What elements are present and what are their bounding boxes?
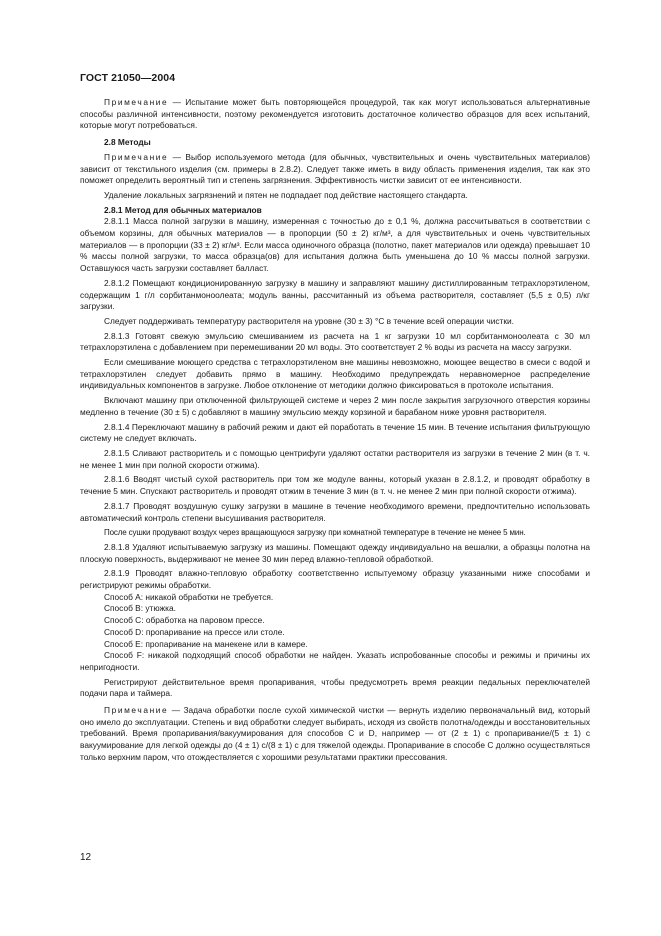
method-item: Способ B: утюжка.	[104, 603, 176, 614]
paragraph: Удаление локальных загрязнений и пятен не подпадает под действие настоящего стандарта.	[104, 189, 468, 200]
note-text: — Испытание может быть повторяющейся процедурой, так как могут использоваться альтернативные способы различной интенсивности, поэтому рекомендуется изготовить достаточное количество образцов для всех испытаний, которые могут потребоваться.	[80, 97, 590, 131]
page-body	[80, 97, 590, 764]
page-number: 12	[80, 852, 92, 863]
note-label: Примечание	[104, 97, 169, 107]
note-paragraph	[80, 97, 590, 132]
paragraph: Регистрируют действительное время пропаривания, чтобы предусмотреть время реакции педальных переключателей подачи пара и таймера.	[80, 676, 590, 699]
paragraph: 2.8.1.1 Масса полной загрузки в машину, измеренная с точностью до ± 0,1 %, должна рассчитываться в соответствии с объемом корзины, для обычных материалов — в пропорции (50 ± 2) кг/м³, а для чувствительных и очень чувствительных материалов — в пропорции (33 ± 2) кг/м³. Если масса одиночного образца (полотно, пакет материалов или одежда) превышает 10 % массы полной загрузки, то масса образца(ов) для испытания должна быть уменьшена до 10 % массы полной загрузки. Оставшуюся часть загрузки составляет балласт.	[80, 216, 590, 274]
paragraph: 2.8.1.3 Готовят свежую эмульсию смешиванием из расчета на 1 кг загрузки 10 мл сорбитанмоноолеата с 30 мл тетрахлорэтилена с добавлением при перемешивании 20 мл воды. Это соответствует 2 % воды из расчета на массу загрузки.	[80, 330, 590, 353]
note-paragraph	[80, 152, 590, 187]
document-header: ГОСТ 21050—2004	[80, 72, 176, 84]
note-paragraph	[80, 705, 590, 764]
note-text: — Выбор используемого метода (для обычных, чувствительных и очень чувствительных материалов) зависит от текстильного изделия (см. примеры в 2.8.2). Следует также иметь в виду область применения изделия, так как это поможет определить вероятный тип и степень загрязнения. Эффективность чистки зависит от ее интенсивности.	[80, 151, 590, 186]
method-item: Способ F: никакой подходящий способ обработки не найден. Указать испробованные способы и режимы и причины их непригодности.	[80, 650, 590, 672]
paragraph: Включают машину при отключенной фильтрующей системе и через 2 мин после закрытия загрузочного отверстия корзины медленно в течение (30 ± 5) с добавляют в машину эмульсию между корзиной и барабаном ниже уровня растворителя.	[80, 395, 590, 417]
paragraph: 2.8.1.9 Проводят влажно-тепловую обработку соответственно испытуемому образцу указанными ниже способами и регистрируют режимы обработки.	[80, 568, 590, 591]
paragraph: После сушки продувают воздух через вращающуюся загрузку при комнатной температуре в течение не менее 5 мин.	[104, 528, 526, 538]
paragraph: 2.8.1.6 Вводят чистый сухой растворитель при том же модуле ванны, который указан в 2.8.1.2, и проводят обработку в течение 5 мин. Спускают растворитель и проводят отжим в течение 3 мин (в т. ч. не менее 2 мин при полной скорости отжима).	[80, 474, 590, 497]
paragraph: 2.8.1.2 Помещают кондиционированную загрузку в машину и заправляют машину дистиллированным тетрахлорэтиленом, содержащим 1 г/л сорбитанмоноолеата; модуль ванны, рассчитанный из объема растворителя, составляет (5,5 ± 0,5) л/кг загрузки.	[80, 277, 590, 312]
paragraph: Если смешивание моющего средства с тетрахлорэтиленом вне машины невозможно, моющее вещество в смеси с водой и тетрахлорэтилен следует добавить прямо в машину. Необходимо предупреждать неравномерное распределение индивидуальных компонентов в загрузке. Любое отклонение от методики должно фиксироваться в протоколе испытания.	[80, 357, 590, 391]
paragraph: 2.8.1.5 Сливают растворитель и с помощью центрифуги удаляют остатки растворителя из загрузки в течение 2 мин (в т. ч. не менее 1 мин при полной скорости отжима).	[80, 447, 590, 470]
method-item: Способ E: пропаривание на манекене или в камере.	[104, 638, 308, 649]
section-heading: 2.8 Методы	[104, 137, 151, 148]
method-item: Способ C: обработка на паровом прессе.	[104, 615, 265, 626]
method-item: Способ D: пропаривание на прессе или столе.	[104, 626, 285, 637]
paragraph: 2.8.1.7 Проводят воздушную сушку загрузки в машине в течение необходимого времени, предпочтительно использовать автоматический контроль степени высушивания растворителя.	[80, 500, 590, 523]
paragraph: 2.8.1.4 Переключают машину в рабочий режим и дают ей поработать в течение 15 мин. В течение испытания фильтрующую систему не следует включать.	[80, 421, 590, 444]
method-item: Способ A: никакой обработки не требуется.	[104, 591, 274, 602]
note-text: — Задача обработки после сухой химической чистки — вернуть изделию первоначальный вид, который оно имело до эксплуатации. Степень и вид обработки следует выбирать, исходя из свойств полотна/одежды и восстановительных требований. Время пропаривания/вакуумирования для способов C и D, например — от (2 ± 1) с пропаривание/(5 ± 1) с вакуумирование для легкой одежды до (4 ± 1) с/(8 ± 1) с для тяжелой одежды. Пропаривание в способе С должно осуществляться только верхним паром, что отождествляется с хорошими результатами практики прессования.	[80, 705, 590, 762]
paragraph: 2.8.1.8 Удаляют испытываемую загрузку из машины. Помещают одежду индивидуально на вешалки, а образцы полотна на плоскую поверхность, выдерживают не менее 30 мин перед влажно-тепловой обработкой.	[80, 541, 590, 564]
note-label: Примечание	[104, 705, 169, 716]
note-label: Примечание	[104, 151, 169, 162]
paragraph: Следует поддерживать температуру растворителя на уровне (30 ± 3) °С в течение всей операции чистки.	[104, 315, 514, 326]
subsection-heading: 2.8.1 Метод для обычных материалов	[104, 204, 262, 215]
